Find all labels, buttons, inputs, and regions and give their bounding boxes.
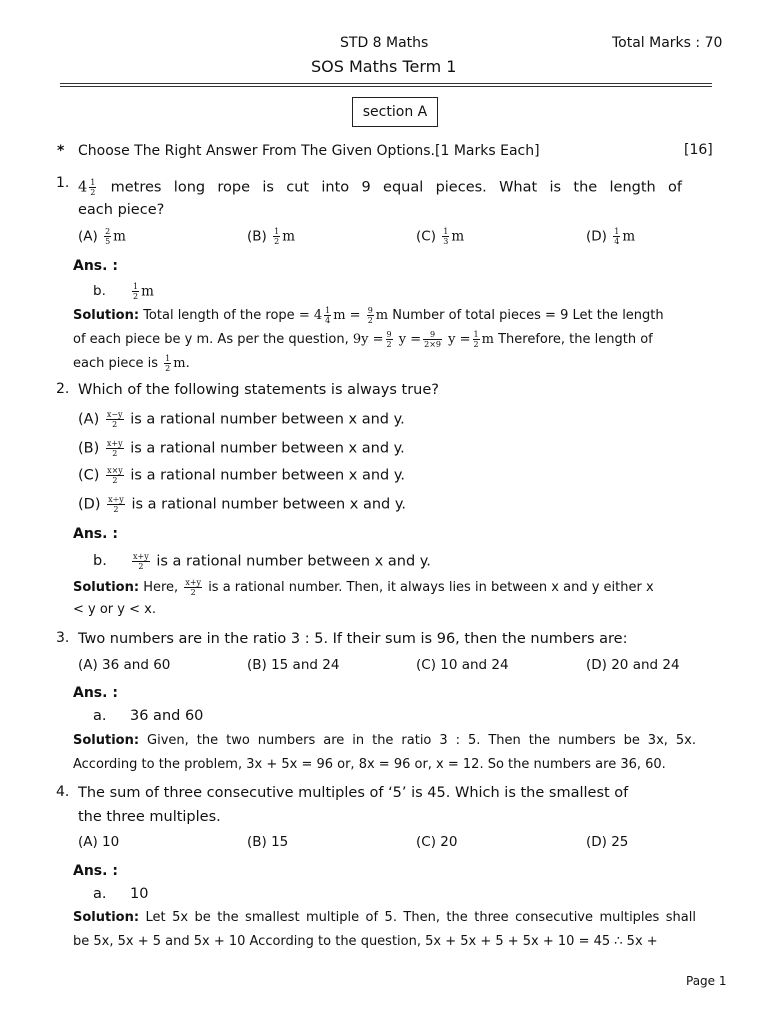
total-marks: Total Marks : 70 (612, 35, 723, 51)
option-c: (C) 20 (416, 834, 458, 850)
solution-line: be 5x, 5x + 5 and 5x + 10 According to the question, 5x + 5x + 5 + 5x + 10 = 45 ∴ 5x + (73, 934, 658, 949)
option-a: (A) 10 (78, 834, 120, 850)
question-number: 2. (56, 381, 70, 397)
option-d: (D) $\frac{x\div y}{2}$ is a rational number between x and y. (78, 495, 406, 514)
option-d: (D) 20 and 24 (586, 657, 680, 673)
fraction: $\frac{1}{2}$ (90, 178, 96, 197)
answer-value: 36 and 60 (130, 708, 204, 724)
answer-label: Ans. : (73, 526, 118, 542)
question-text-part: metres long rope is cut into 9 equal pieces. What is the length of (110, 179, 682, 196)
option-b: (B) $\frac{1}{2}$ m (247, 227, 295, 246)
answer-letter: b. (93, 283, 106, 299)
solution-line: Solution: Given, the two numbers are in the ratio 3 : 5. Then the numbers be 3x, 5x. (73, 733, 696, 748)
answer-label: Ans. : (73, 863, 118, 879)
instruction-text: Choose The Right Answer From The Given Options.[1 Marks Each] (78, 143, 540, 159)
option-a: (A) $\frac{x-y}{2}$ is a rational number between x and y. (78, 410, 405, 429)
question-text: Two numbers are in the ratio 3 : 5. If their sum is 96, then the numbers are: (78, 631, 628, 647)
option-c: (C) $\frac{1}{3}$ m (416, 227, 465, 246)
option-d: (D) $\frac{1}{4}$ m (586, 227, 636, 246)
answer-letter: b. (93, 553, 107, 569)
solution-line: each piece is $\frac{1}{2}$ m. (73, 354, 190, 373)
answer-label: Ans. : (73, 685, 118, 701)
solution-line: Solution: Total length of the rope = 4 $\frac{1}{4}$ m = $\frac{9}{2}$ m Number of total pieces = 9 Let the length (73, 306, 664, 325)
solution-line: of each piece be y m. As per the question, 9y = $\frac{9}{2}$ y = $\frac{9}{2\times 9}$ y = $\frac{1}{2}$ m Therefore, the length of (73, 330, 653, 349)
option-a: (A) 36 and 60 (78, 657, 171, 673)
solution-line: Solution: Let 5x be the smallest multiple of 5. Then, the three consecutive multiples shall (73, 910, 696, 925)
option-c: (C) $\frac{x\times y}{2}$ is a rational number between x and y. (78, 466, 405, 485)
question-text (78, 178, 682, 197)
option-b: (B) 15 (247, 834, 289, 850)
solution-line: < y or y < x. (73, 602, 156, 617)
option-d: (D) 25 (586, 834, 629, 850)
answer-letter: a. (93, 886, 107, 902)
solution-line: Solution: Here, $\frac{x+y}{2}$ is a rational number. Then, it always lies in between x and y either x (73, 578, 654, 597)
option-c: (C) 10 and 24 (416, 657, 509, 673)
header-rule-bottom (60, 86, 712, 87)
page-title: SOS Maths Term 1 (311, 57, 457, 76)
option-a: (A) $\frac{2}{5}$ m (78, 227, 126, 246)
option-b: (B) $\frac{x+y}{2}$ is a rational number between x and y. (78, 439, 405, 458)
question-text-continued: each piece? (78, 202, 165, 218)
question-number: 1. (56, 175, 70, 191)
option-b: (B) 15 and 24 (247, 657, 340, 673)
question-number: 4. (56, 784, 70, 800)
answer-value: 10 (130, 886, 149, 902)
question-text-continued: the three multiples. (78, 809, 221, 825)
answer-letter: a. (93, 708, 107, 724)
answer-label: Ans. : (73, 258, 118, 274)
question-number: 3. (56, 630, 70, 646)
mixed-whole: 4 (78, 179, 88, 196)
subject-label: STD 8 Maths (340, 35, 429, 51)
page-number: Page 1 (686, 974, 727, 988)
answer-value: $\frac{1}{2}$ m (133, 282, 154, 301)
section-box: section A (352, 97, 438, 127)
header-rule-top (60, 83, 712, 84)
question-text: Which of the following statements is always true? (78, 382, 439, 398)
instruction-star: * (57, 143, 65, 159)
solution-line: According to the problem, 3x + 5x = 96 or, 8x = 96 or, x = 12. So the numbers are 36, 60. (73, 757, 666, 772)
question-text: The sum of three consecutive multiples of ‘5’ is 45. Which is the smallest of (78, 785, 629, 801)
instruction-marks: [16] (684, 142, 713, 158)
answer-value: $\frac{x+y}{2}$ is a rational number between x and y. (133, 552, 431, 571)
